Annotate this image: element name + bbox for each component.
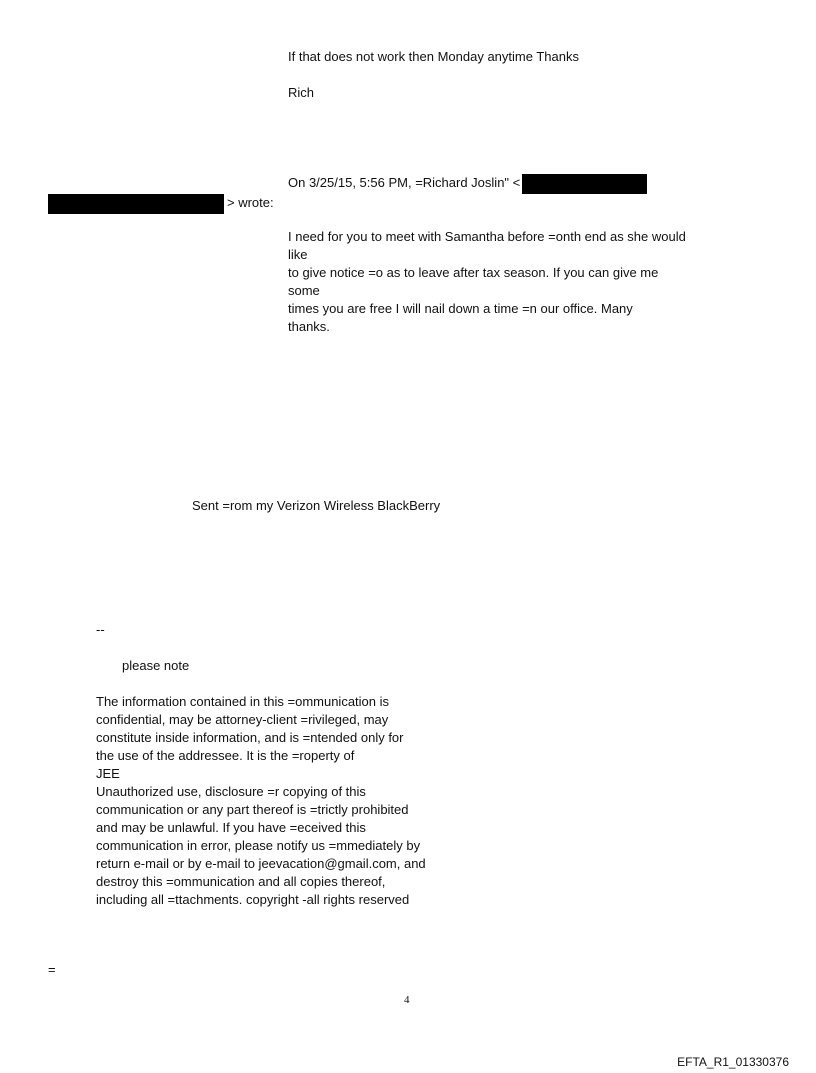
reply-line: If that does not work then Monday anytime Thanks: [288, 49, 579, 64]
disclaimer-line: return e-mail or by e-mail to jeevacation@gmail.com, and: [96, 856, 426, 871]
please-note: please note: [122, 658, 190, 673]
redaction-box: [48, 194, 224, 214]
disclaimer-line: communication in error, please notify us =mmediately by: [96, 838, 421, 853]
quoted-body-line: times you are free I will nail down a time =n our office. Many: [288, 301, 633, 316]
disclaimer-line: JEE: [96, 766, 120, 781]
disclaimer-line: the use of the addressee. It is the =roperty of: [96, 748, 355, 763]
redaction-box: [522, 174, 647, 194]
signature-separator: --: [96, 622, 105, 637]
quoted-body-line: like: [288, 247, 308, 262]
quoted-body-line: thanks.: [288, 319, 330, 334]
quoted-body-line: some: [288, 283, 320, 298]
disclaimer-line: constitute inside information, and is =ntended only for: [96, 730, 404, 745]
disclaimer-line: The information contained in this =ommunication is: [96, 694, 390, 709]
quoted-body-line: I need for you to meet with Samantha before =onth end as she would: [288, 229, 686, 244]
disclaimer: [96, 693, 456, 909]
quoted-header-on-line: On 3/25/15, 5:56 PM, =Richard Joslin" <: [288, 175, 521, 190]
disclaimer-line: and may be unlawful. If you have =eceived this: [96, 820, 366, 835]
disclaimer-line: destroy this =ommunication and all copies thereof,: [96, 874, 386, 889]
disclaimer-line: including all =ttachments. copyright -all rights reserved: [96, 892, 410, 907]
disclaimer-line: confidential, may be attorney-client =rivileged, may: [96, 712, 389, 727]
document-footer-id: EFTA_R1_01330376: [677, 1055, 789, 1069]
page-number: 4: [404, 994, 410, 1006]
sent-from-line: Sent =rom my Verizon Wireless BlackBerry: [192, 498, 441, 513]
quoted-body-line: to give notice =o as to leave after tax season. If you can give me: [288, 265, 659, 280]
trailing-equals: =: [48, 962, 56, 977]
quoted-header-wrote: > wrote:: [227, 195, 274, 210]
disclaimer-line: communication or any part thereof is =trictly prohibited: [96, 802, 409, 817]
signature: Rich: [288, 85, 315, 100]
disclaimer-line: Unauthorized use, disclosure =r copying of this: [96, 784, 366, 799]
